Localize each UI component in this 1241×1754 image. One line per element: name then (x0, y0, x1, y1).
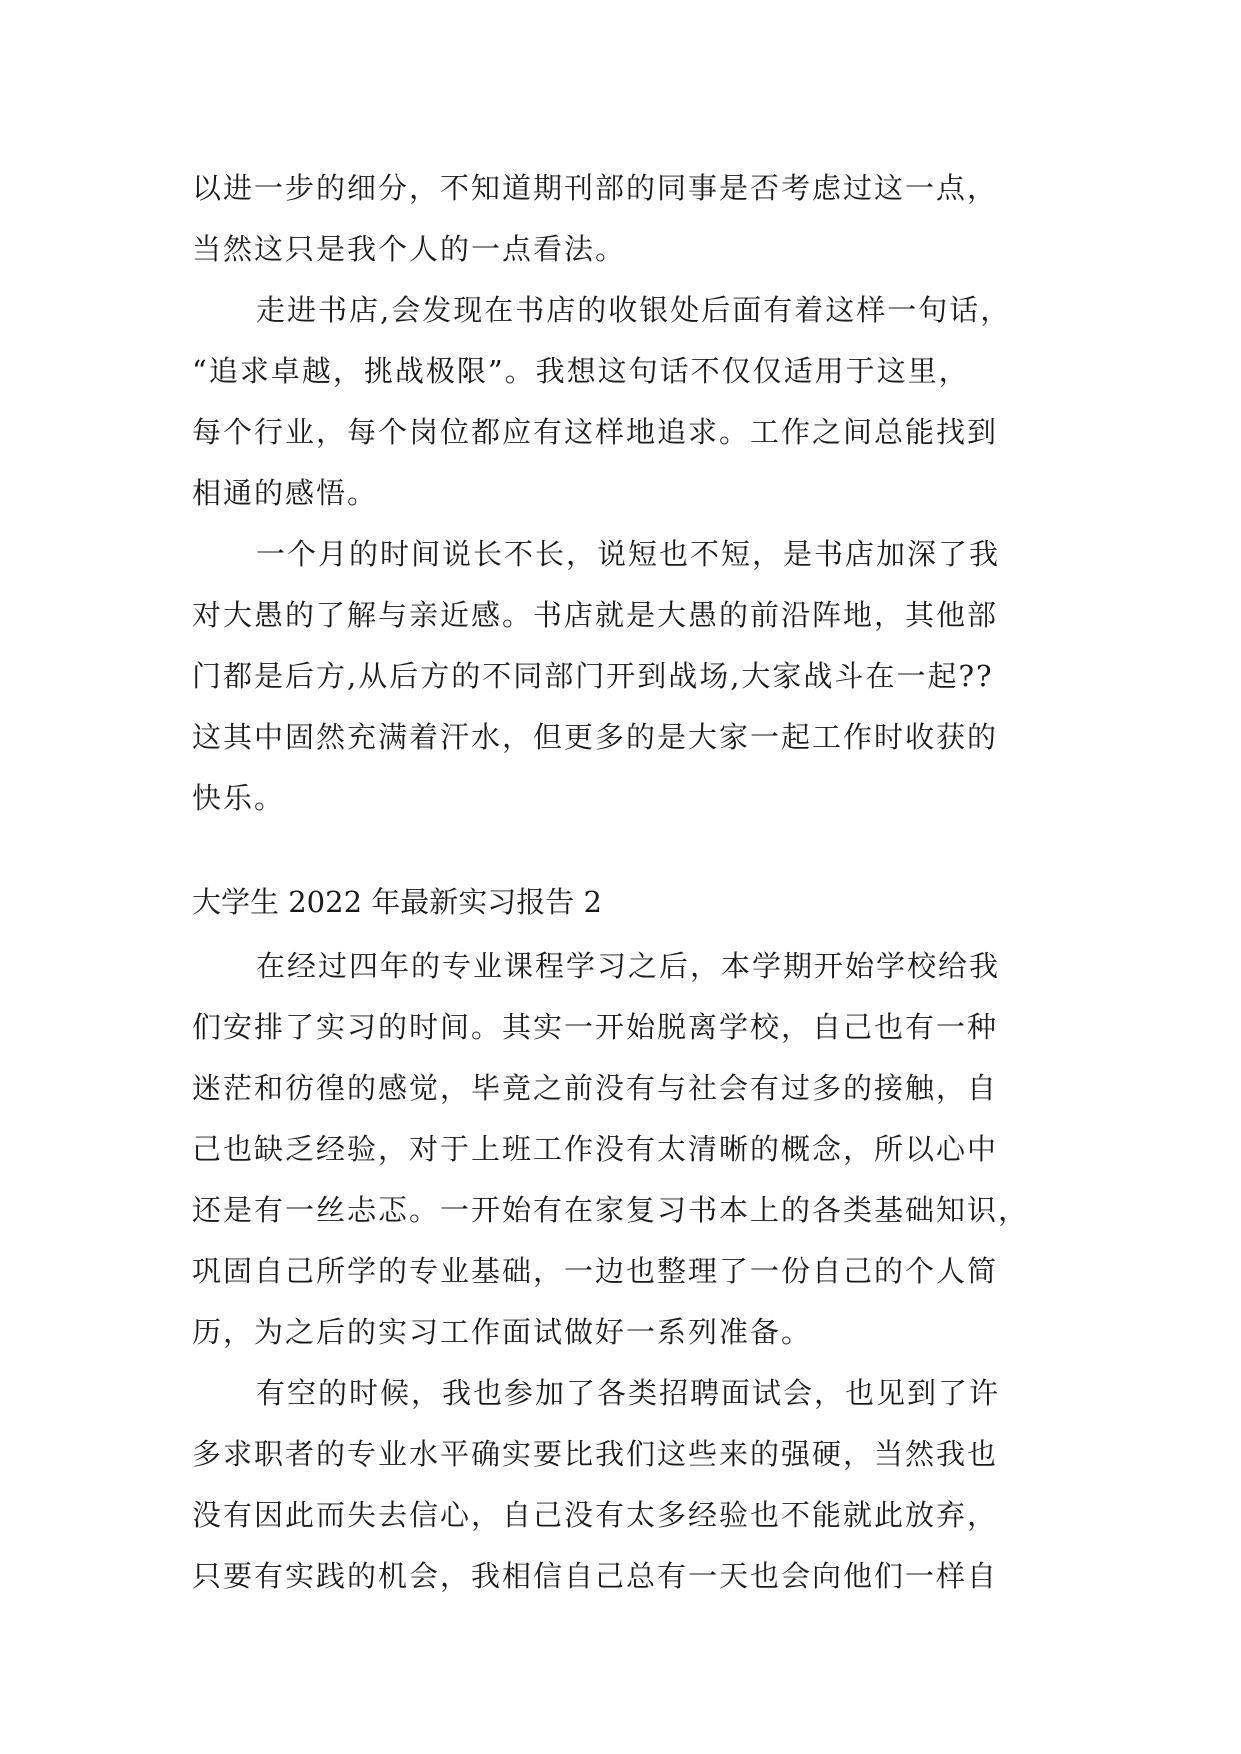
paragraph-line: 以进一步的细分，不知道期刊部的同事是否考虑过这一点， (192, 171, 999, 205)
paragraph-line: 历，为之后的实习工作面试做好一系列准备。 (192, 1315, 813, 1349)
paragraph-line: 们安排了实习的时间。其实一开始脱离学校，自己也有一种 (192, 1010, 999, 1044)
paragraph-line: 还是有一丝忐忑。一开始有在家复习书本上的各类基础知识， (192, 1193, 1030, 1227)
paragraph-line: 门都是后方,从后方的不同部门开到战场,大家战斗在一起?? (192, 659, 994, 693)
paragraph-line: 巩固自己所学的专业基础，一边也整理了一份自己的个人简 (192, 1254, 999, 1288)
paragraph-line: 有空的时候，我也参加了各类招聘面试会，也见到了许 (256, 1376, 1001, 1410)
paragraph-line: 多求职者的专业水平确实要比我们这些来的强硬，当然我也 (192, 1437, 999, 1471)
paragraph-line: “追求卓越，挑战极限”。我想这句话不仅仅适用于这里， (192, 354, 970, 388)
section-heading: 大学生 2022 年最新实习报告 2 (192, 885, 602, 919)
paragraph-line: 这其中固然充满着汗水，但更多的是大家一起工作时收获的 (192, 720, 999, 754)
paragraph-line: 只要有实践的机会，我相信自己总有一天也会向他们一样自 (192, 1559, 999, 1593)
paragraph-line: 己也缺乏经验，对于上班工作没有太清晰的概念，所以心中 (192, 1132, 999, 1166)
paragraph-line: 迷茫和彷徨的感觉，毕竟之前没有与社会有过多的接触，自 (192, 1071, 999, 1105)
paragraph-line: 走进书店,会发现在书店的收银处后面有着这样一句话， (256, 293, 1012, 327)
paragraph-line: 相通的感悟。 (192, 476, 379, 510)
paragraph-line: 在经过四年的专业课程学习之后，本学期开始学校给我 (256, 949, 1001, 983)
paragraph-line: 对大愚的了解与亲近感。书店就是大愚的前沿阵地，其他部 (192, 598, 999, 632)
paragraph-line: 当然这只是我个人的一点看法。 (192, 232, 627, 266)
paragraph-line: 一个月的时间说长不长，说短也不短，是书店加深了我 (256, 537, 1001, 571)
paragraph-line: 没有因此而失去信心，自己没有太多经验也不能就此放弃， (192, 1498, 999, 1532)
paragraph-line: 每个行业，每个岗位都应有这样地追求。工作之间总能找到 (192, 415, 999, 449)
paragraph-line: 快乐。 (192, 781, 286, 815)
